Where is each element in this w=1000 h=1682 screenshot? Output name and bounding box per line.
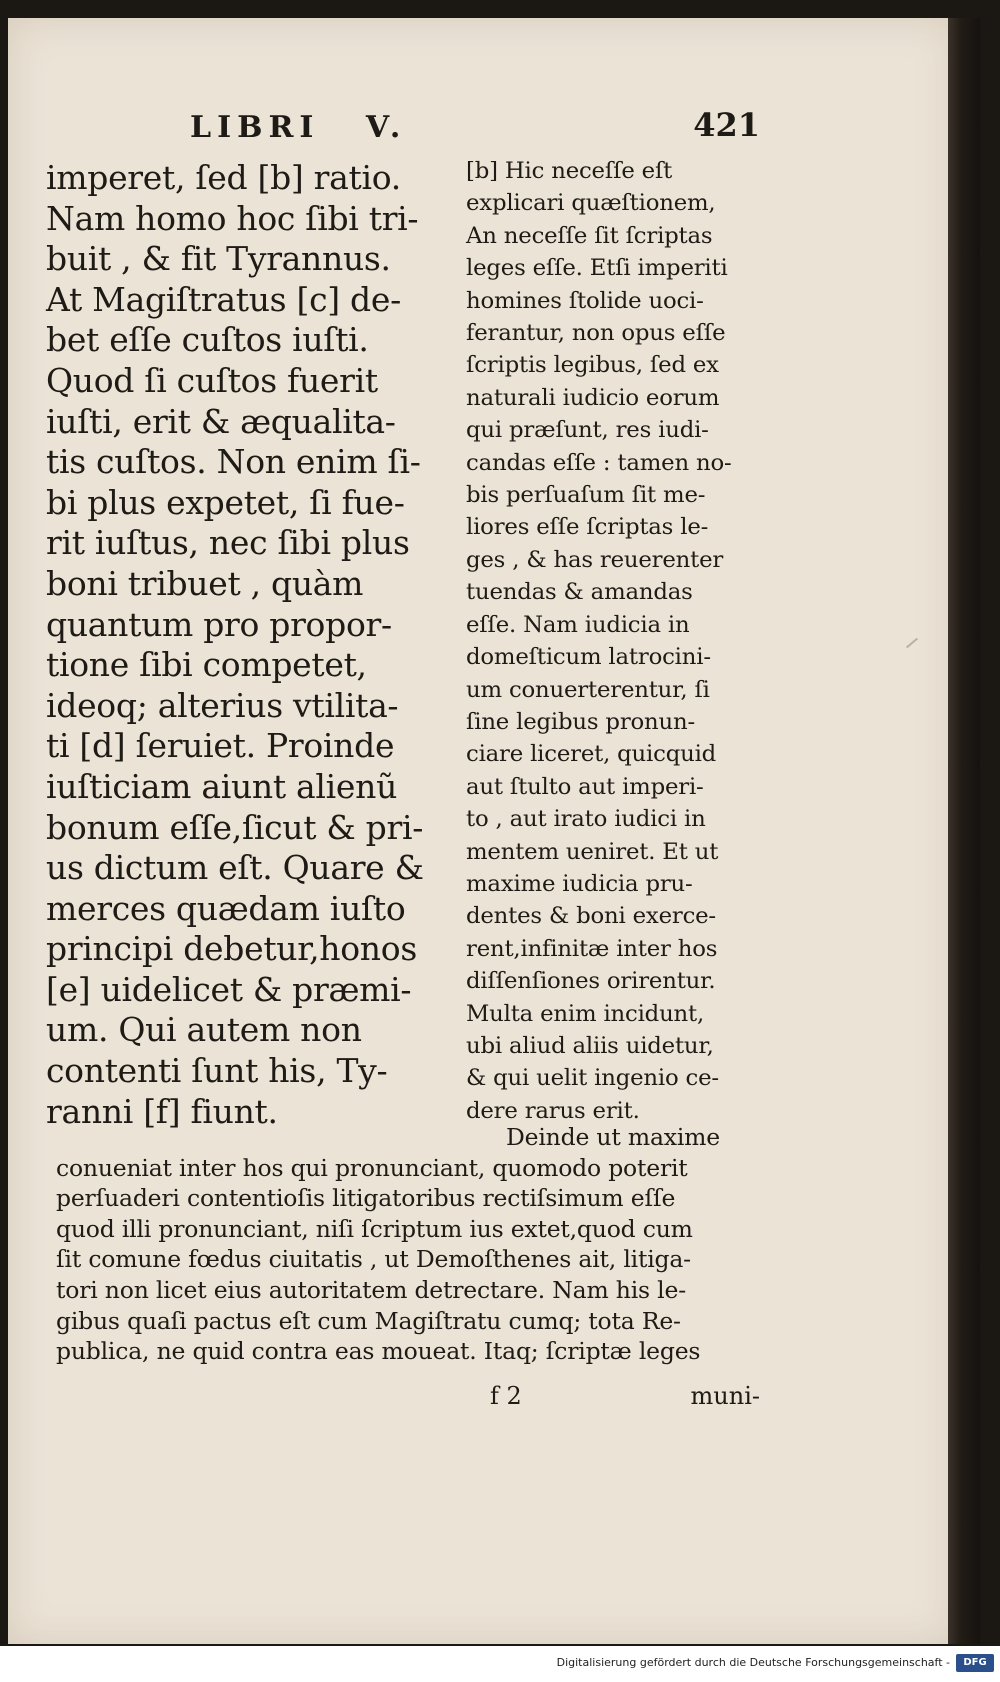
main-text-line: At Magiſtratus [c] de-: [46, 279, 401, 319]
commentary-line: dere rarus erit.: [466, 1097, 640, 1124]
page-number: 421: [693, 106, 760, 144]
main-text-line: rit iuſtus, nec ſibi plus: [46, 523, 410, 563]
main-text-line: principi debetur,honos: [46, 929, 417, 969]
commentary-line: ges , & has reuerenter: [466, 546, 724, 573]
commentary-line: dentes & boni exerce-: [466, 903, 716, 930]
commentary-line: ſine legibus pronun-: [466, 708, 696, 735]
main-text-line: imperet, ſed [b] ratio.: [46, 158, 401, 197]
main-text-line: bi plus expetet, ſi fue-: [46, 482, 405, 522]
commentary-line: aut ſtulto aut imperi-: [466, 773, 704, 800]
commentary-line: to , aut irato iudici in: [466, 806, 706, 833]
commentary-line: mentem ueniret. Et ut: [466, 838, 719, 865]
commentary-line: homines ſtolide uoci-: [466, 287, 704, 314]
commentary-line: ciare liceret, quicquid: [466, 741, 717, 768]
commentary-line: [b] Hic neceſſe eſt: [466, 158, 673, 184]
main-text-line: ti [d] ſeruiet. Proinde: [46, 726, 395, 766]
full-text-line: Deinde ut maxime: [506, 1123, 720, 1151]
commentary-line: & qui uelit ingenio ce-: [466, 1065, 719, 1092]
main-text-line: merces quædam iuſto: [46, 888, 406, 928]
commentary-line: candas eſſe : tamen no-: [466, 449, 732, 476]
commentary-line: naturali iudicio eorum: [466, 384, 720, 411]
commentary-line: liores eſſe ſcriptas le-: [466, 514, 709, 541]
full-width-text: [56, 1122, 766, 1367]
main-text-line: tione ſibi competet,: [46, 645, 367, 685]
commentary-line: maxime iudicia pru-: [466, 870, 693, 897]
main-text-line: bonum eſſe,ſicut & pri-: [46, 807, 424, 847]
commentary-line: Multa enim incidunt,: [466, 1000, 705, 1027]
commentary-line: diſſenſiones orirentur.: [466, 968, 716, 995]
main-text-line: Quod ſi cuſtos fuerit: [46, 360, 378, 400]
full-text-line: quod illi pronunciant, niſi ſcriptum ius extet,quod cum: [56, 1214, 693, 1243]
main-text-line: contenti ſunt his, Ty-: [46, 1051, 388, 1091]
full-text-line: ſit comune fœdus ciuitatis , ut Demoſthenes ait, litiga-: [56, 1245, 691, 1274]
full-text-line: conueniat inter hos qui pronunciant, quomodo poterit: [56, 1153, 688, 1182]
commentary-line: domeſticum latrocini-: [466, 644, 711, 671]
commentary-line: tuendas & amandas: [466, 579, 693, 606]
main-text-line: tis cuſtos. Non enim ſi-: [46, 442, 421, 482]
commentary-line: leges eſſe. Etſi imperiti: [466, 255, 728, 282]
main-text-line: quantum pro propor-: [46, 604, 392, 644]
main-text-line: bet eſſe cuſtos iuſti.: [46, 320, 369, 360]
main-text-line: us dictum eſt. Quare &: [46, 848, 424, 888]
main-text-column: [46, 158, 436, 1132]
commentary-line: An neceſſe ſit ſcriptas: [466, 222, 713, 249]
signature-mark: f 2: [490, 1382, 522, 1410]
commentary-line: explicari quæſtionem,: [466, 190, 716, 217]
commentary-line: bis perſuaſum ſit me-: [466, 482, 706, 509]
commentary-line: eſſe. Nam iudicia in: [466, 611, 690, 638]
main-text-line: iuſti, erit & æqualita-: [46, 401, 396, 441]
full-text-line: gibus quaſi pactus eſt cum Magiſtratu cumq; tota Re-: [56, 1306, 681, 1335]
footer-credit: Digitalisierung gefördert durch die Deutsche Forschungsgemeinschaft -: [556, 1656, 950, 1669]
catchword: muni-: [690, 1382, 760, 1410]
commentary-line: ferantur, non opus eſſe: [466, 320, 726, 347]
main-text-line: ideoq; alterius vtilita-: [46, 685, 399, 725]
main-text-line: um. Qui autem non: [46, 1010, 362, 1050]
page-header: [190, 106, 760, 150]
commentary-line: um conuerterentur, ſi: [466, 676, 710, 703]
main-text-line: [e] uidelicet & præmi-: [46, 969, 412, 1009]
commentary-line: ſcriptis legibus, ſed ex: [466, 352, 719, 379]
commentary-line: qui præſunt, res iudi-: [466, 417, 709, 444]
digitization-footer: [0, 1646, 1000, 1682]
full-text-line: tori non licet eius autoritatem detrectare. Nam his le-: [56, 1275, 686, 1304]
commentary-column: [466, 155, 756, 1127]
full-text-line: publica, ne quid contra eas moueat. Itaq; ſcriptæ leges: [56, 1337, 701, 1366]
dfg-logo: DFG: [956, 1654, 994, 1672]
main-text-line: buit , & fit Tyrannus.: [46, 239, 391, 279]
commentary-line: ubi aliud aliis uidetur,: [466, 1032, 714, 1059]
main-text-line: ranni [f] fiunt.: [46, 1091, 278, 1131]
commentary-line: rent,infinitæ inter hos: [466, 935, 718, 962]
full-text-line: perſuaderi contentioſis litigatoribus rectiſsimum eſſe: [56, 1184, 676, 1213]
page-edge: [948, 18, 980, 1644]
main-text-line: iuſticiam aiunt alienũ: [46, 766, 398, 806]
main-text-line: boni tribuet , quàm: [46, 563, 364, 603]
main-text-line: Nam homo hoc ſibi tri-: [46, 198, 419, 238]
running-title: LIBRI V.: [190, 110, 407, 145]
